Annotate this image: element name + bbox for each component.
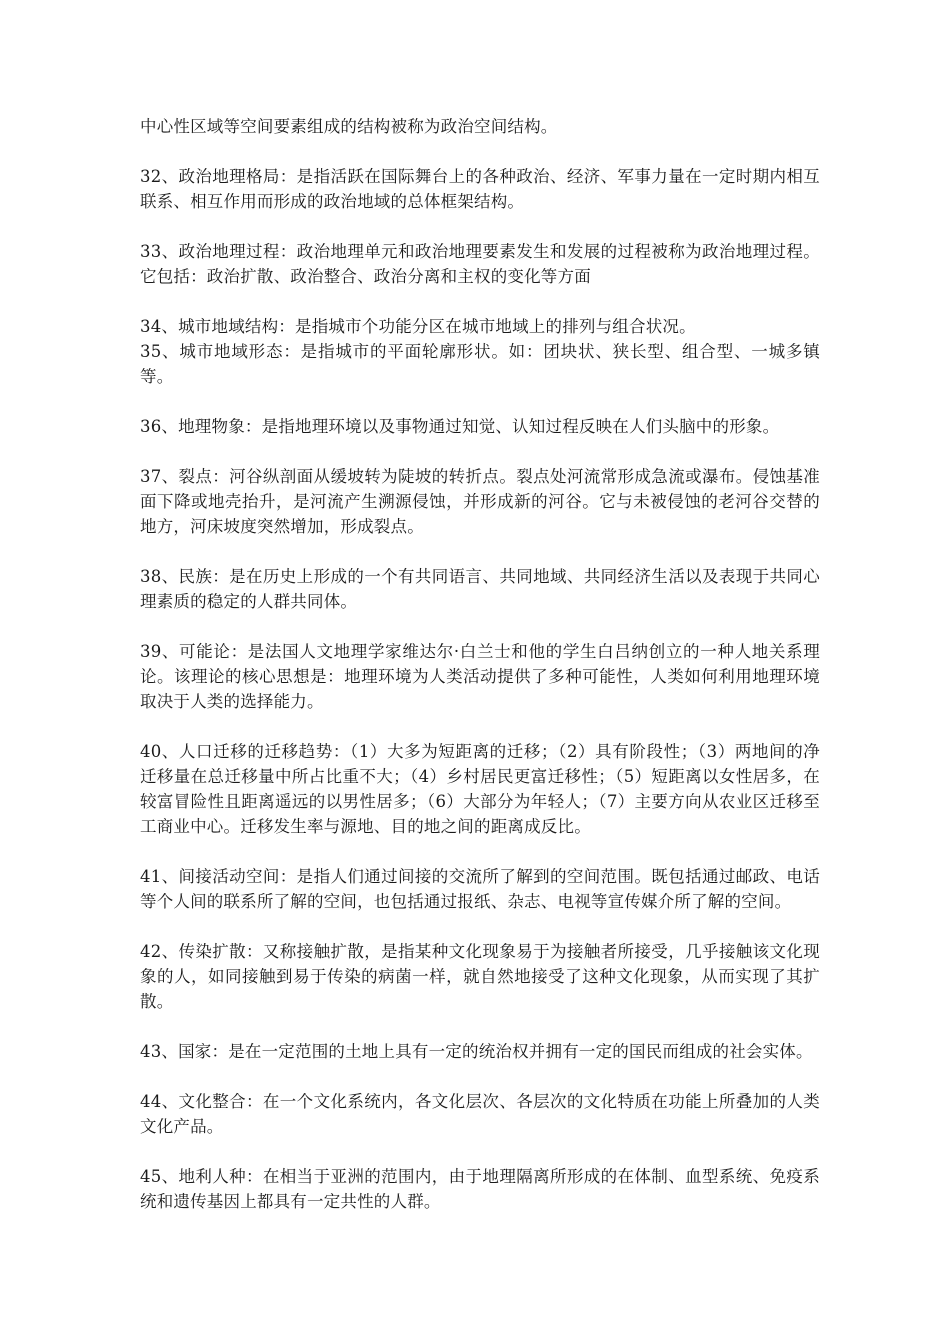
paragraph-34: 34、城市地域结构：是指城市个功能分区在城市地域上的排列与组合状况。: [140, 317, 696, 336]
paragraph-42: 42、传染扩散：又称接触扩散，是指某种文化现象易于为接触者所接受，几乎接触该文化现象的人，如同接触到易于传染的病菌一样，就自然地接受了这种文化现象，从而实现了其扩散。: [140, 942, 820, 1011]
paragraph-35: 35、城市地域形态：是指城市的平面轮廓形状。如：团块状、狭长型、组合型、一城多镇等。: [140, 342, 820, 386]
paragraph-44: 44、文化整合：在一个文化系统内，各文化层次、各层次的文化特质在功能上所叠加的人类文化产品。: [140, 1092, 820, 1136]
paragraph-39: 39、可能论：是法国人文地理学家维达尔·白兰士和他的学生白吕纳创立的一种人地关系理论。该理论的核心思想是：地理环境为人类活动提供了多种可能性，人类如何利用地理环境取决于人类的选择能力。: [140, 642, 820, 711]
paragraph-37: 37、裂点：河谷纵剖面从缓坡转为陡坡的转折点。裂点处河流常形成急流或瀑布。侵蚀基准面下降或地壳抬升，是河流产生溯源侵蚀，并形成新的河谷。它与未被侵蚀的老河谷交替的地方，河床坡度突然增加，形成裂点。: [140, 467, 820, 536]
paragraph-intro: 中心性区域等空间要素组成的结构被称为政治空间结构。: [140, 117, 558, 136]
paragraph-33: 33、政治地理过程：政治地理单元和政治地理要素发生和发展的过程被称为政治地理过程。它包括：政治扩散、政治整合、政治分离和主权的变化等方面: [140, 242, 820, 286]
paragraph-40: 40、人口迁移的迁移趋势：（1）大多为短距离的迁移；（2）具有阶段性；（3）两地间的净迁移量在总迁移量中所占比重不大；（4）乡村居民更富迁移性；（5）短距离以女性居多，在较富冒险性且距离遥远的以男性居多；（6）大部分为年轻人；（7）主要方向从农业区迁移至工商业中心。迁移发生率与源地、目的地之间的距离成反比。: [140, 742, 820, 836]
paragraph-36: 36、地理物象：是指地理环境以及事物通过知觉、认知过程反映在人们头脑中的形象。: [140, 417, 780, 436]
document-page: [140, 114, 820, 1214]
paragraph-43: 43、国家：是在一定范围的土地上具有一定的统治权并拥有一定的国民而组成的社会实体。: [140, 1042, 813, 1061]
paragraph-32: 32、政治地理格局：是指活跃在国际舞台上的各种政治、经济、军事力量在一定时期内相互联系、相互作用而形成的政治地域的总体框架结构。: [140, 167, 820, 211]
paragraph-38: 38、民族：是在历史上形成的一个有共同语言、共同地域、共同经济生活以及表现于共同心理素质的稳定的人群共同体。: [140, 567, 820, 611]
paragraph-45: 45、地利人种：在相当于亚洲的范围内，由于地理隔离所形成的在体制、血型系统、免疫系统和遗传基因上都具有一定共性的人群。: [140, 1167, 820, 1211]
paragraph-41: 41、间接活动空间：是指人们通过间接的交流所了解到的空间范围。既包括通过邮政、电话等个人间的联系所了解的空间，也包括通过报纸、杂志、电视等宣传媒介所了解的空间。: [140, 867, 820, 911]
